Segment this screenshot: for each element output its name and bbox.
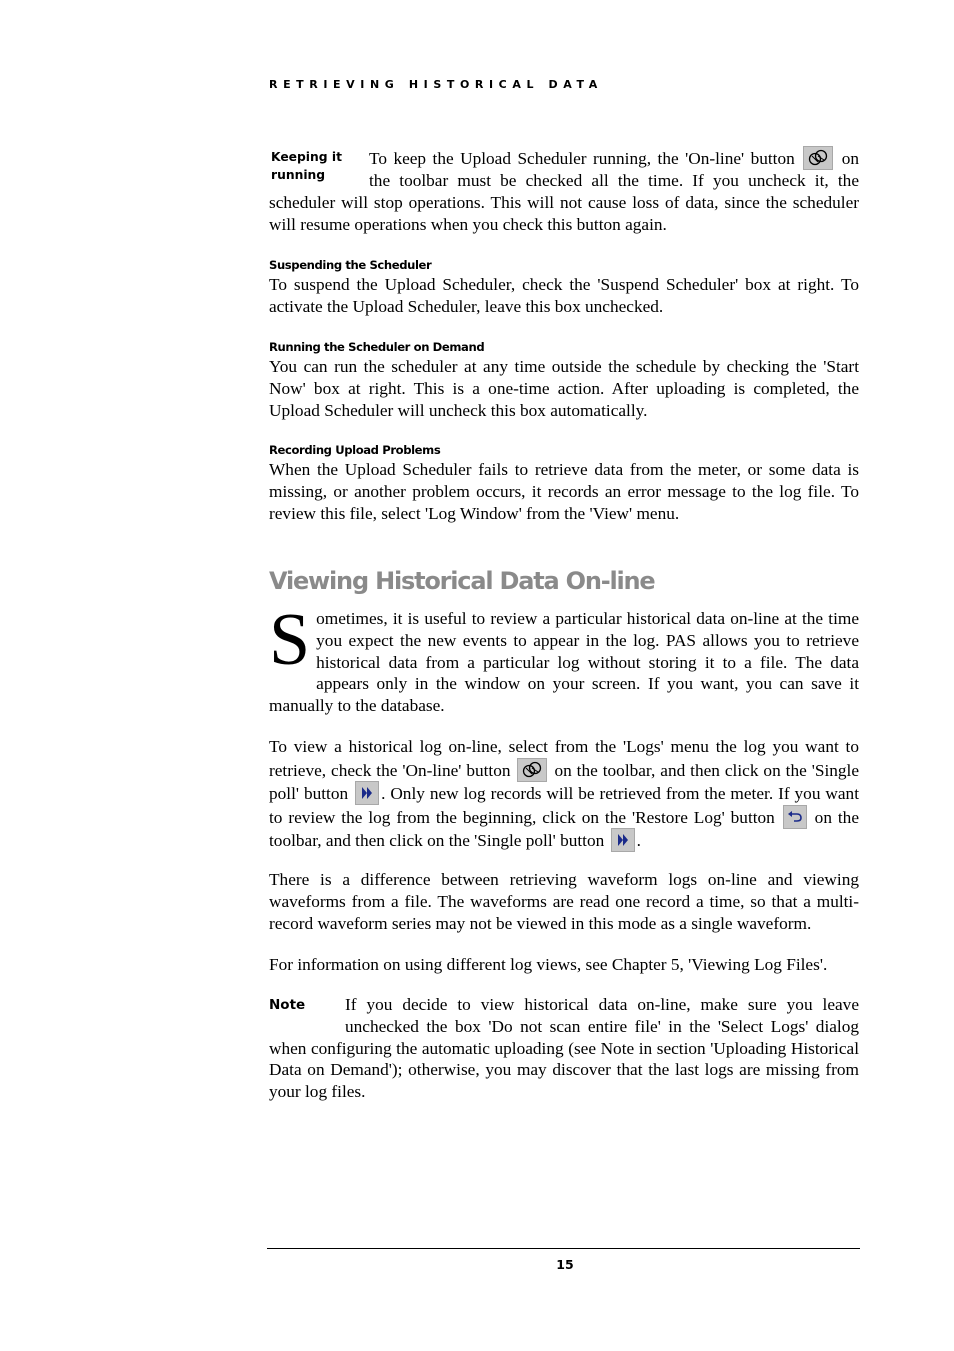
viewing-para-2-d: on the toolbar, and then click on the 'Single poll' button bbox=[269, 807, 859, 850]
on-demand-section bbox=[269, 340, 859, 421]
viewing-section-title-wrap bbox=[269, 566, 859, 596]
online-button-icon bbox=[803, 146, 833, 170]
suspending-text: To suspend the Upload Scheduler, check the 'Suspend Scheduler' box at right. To activate the Upload Scheduler, leave this box unchecked. bbox=[269, 275, 859, 316]
note-text: If you decide to view historical data on-line, make sure you leave unchecked the box 'Do not scan entire file' in the 'Select Logs' dialog when configuring the automatic uploading (see Note in section 'Uploading Historical Data on Demand'); otherwise, you may discover that the last logs are missing from your log files. bbox=[269, 995, 859, 1102]
viewing-para-2 bbox=[269, 735, 859, 853]
recording-section bbox=[269, 443, 859, 524]
restore-log-icon bbox=[783, 805, 807, 829]
viewing-para-2-block bbox=[269, 735, 859, 853]
keeping-running-block bbox=[269, 148, 859, 235]
suspending-heading: Suspending the Scheduler bbox=[269, 258, 432, 272]
viewing-para-1: ometimes, it is useful to review a particular historical data on-line at the time you expect the new events to appear in the log. PAS allows you to retrieve historical data from a particular log without storing it to a file. The data appears only in the window on your screen. If you want, you can save it manually to the database. bbox=[269, 609, 859, 716]
viewing-para-3-block bbox=[269, 869, 859, 934]
suspending-section bbox=[269, 258, 859, 318]
viewing-para-3: There is a difference between retrieving waveform logs on-line and viewing waveforms from a file. The waveforms are read one record a time, so that a multi-record waveform series may not be viewed in this mode as a single waveform. bbox=[269, 870, 859, 933]
single-poll-icon bbox=[355, 781, 379, 805]
viewing-para-2-e: . bbox=[636, 831, 641, 850]
on-demand-heading: Running the Scheduler on Demand bbox=[269, 340, 485, 354]
page-number: 15 bbox=[556, 1257, 574, 1272]
note-label: Note bbox=[269, 997, 306, 1013]
note-block bbox=[269, 994, 859, 1103]
running-head: RETRIEVING HISTORICAL DATA bbox=[269, 78, 603, 91]
drop-cap: S bbox=[269, 599, 311, 681]
section-title: Viewing Historical Data On-line bbox=[269, 567, 655, 595]
viewing-para-2-c: . Only new log records will be retrieved from the meter. If you want to review the log from the beginning, click on the 'Restore Log' button bbox=[269, 784, 859, 827]
viewing-para-1-block bbox=[269, 599, 859, 717]
keeping-running-text-2: on the toolbar must be checked all the time. If you uncheck it, the scheduler will stop operations. This will not cause loss of data, since the scheduler will resume operations when you check this button again. bbox=[269, 149, 859, 234]
viewing-para-4-block bbox=[269, 954, 859, 976]
viewing-para-4: For information on using different log views, see Chapter 5, 'Viewing Log Files'. bbox=[269, 955, 828, 974]
on-demand-text: You can run the scheduler at any time outside the schedule by checking the 'Start Now' box at right. This is a one-time action. After uploading is completed, the Upload Scheduler will uncheck this box automatically. bbox=[269, 357, 859, 420]
keeping-running-label: Keeping it running bbox=[271, 150, 342, 182]
viewing-para-2-b: on the toolbar, and then click on the 'Single poll' button bbox=[269, 760, 860, 803]
viewing-para-2-a: To view a historical log on-line, select from the 'Logs' menu the log you want to retrieve, check the 'On-line' button bbox=[269, 737, 859, 780]
recording-heading: Recording Upload Problems bbox=[269, 443, 441, 457]
recording-text: When the Upload Scheduler fails to retrieve data from the meter, or some data is missing, or another problem occurs, it records an error message to the log file. To review this file, select 'Log Window' from the 'View' menu. bbox=[269, 460, 859, 523]
single-poll-icon bbox=[611, 828, 635, 852]
online-button-icon bbox=[517, 758, 547, 782]
keeping-running-text-1: To keep the Upload Scheduler running, the 'On-line' button bbox=[369, 149, 795, 168]
footer-rule bbox=[267, 1248, 860, 1249]
